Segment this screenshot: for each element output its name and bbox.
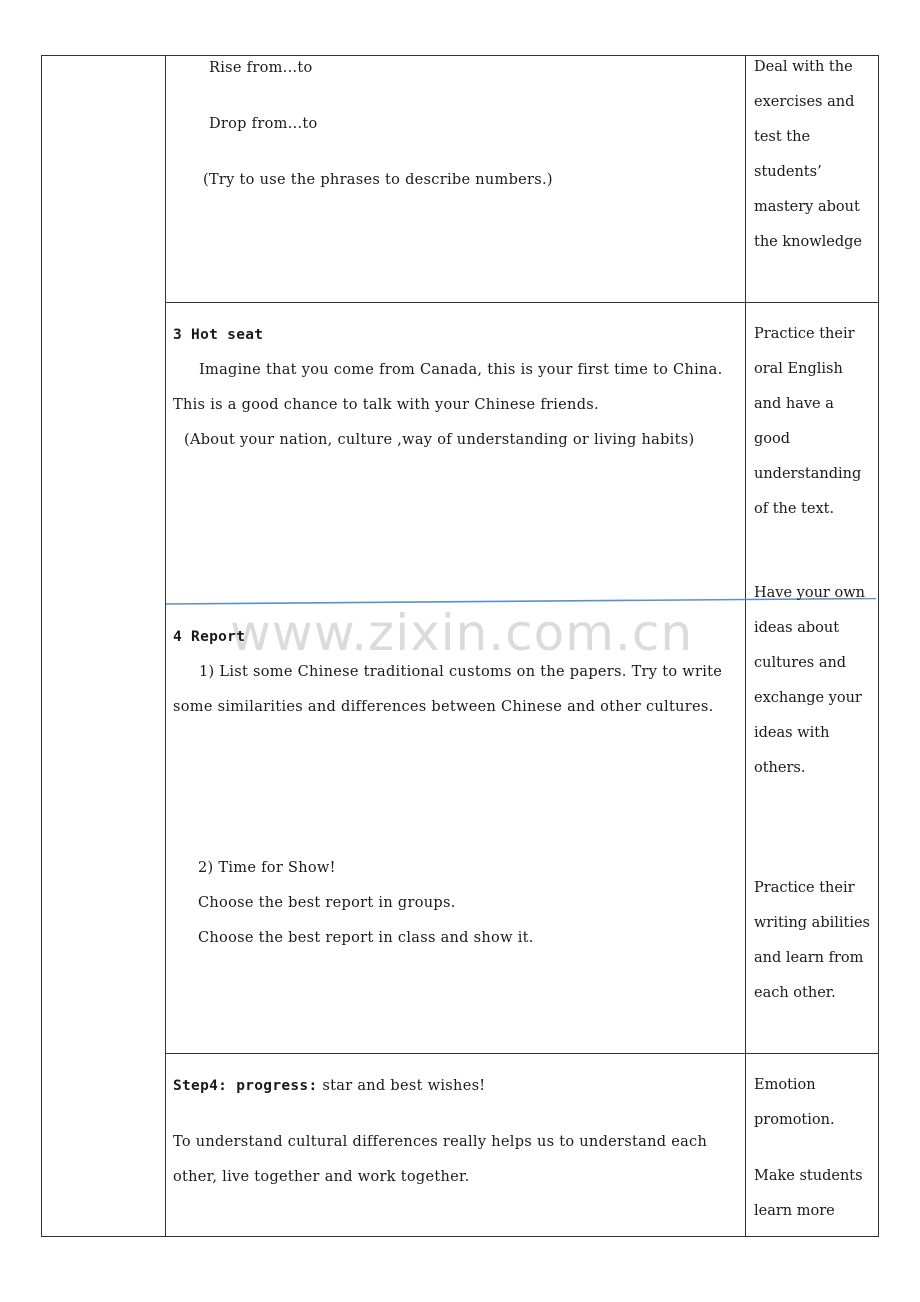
table-border-right [878,55,879,1237]
table-border-left [41,55,42,1237]
paragraph-line: other, live together and work together. [173,1169,470,1185]
phrase-rise: Rise from...to [209,60,313,76]
section-heading: 4 Report [173,629,246,645]
paragraph-line: 2) Time for Show! [198,860,336,876]
purpose-text: Make students learn more [754,1168,863,1219]
step-heading-label: Step4: progress: [173,1078,318,1094]
paragraph-line: Choose the best report in class and show it. [198,930,534,946]
table-divider-col2 [745,55,746,1237]
paragraph-line: This is a good chance to talk with your Chinese friends. [173,397,599,413]
purpose-text: Deal with the exercises and test the students’ mastery about the knowledge [754,59,862,250]
table-border-bottom [41,1236,879,1237]
step-heading-rest: star and best wishes! [317,1078,486,1094]
purpose-text: Practice their writing abilities and learn from each other. [754,880,870,1001]
paragraph-line: Choose the best report in groups. [198,895,456,911]
section-heading: 3 Hot seat [173,327,264,343]
table-divider-col1 [165,55,166,1237]
phrase-drop: Drop from...to [209,116,318,132]
purpose-text: Emotion promotion. [754,1077,835,1128]
paragraph-line: Imagine that you come from Canada, this is your first time to China. [199,362,723,378]
table-row-divider [165,302,879,303]
paragraph-line: (About your nation, culture ,way of understanding or living habits) [184,432,695,448]
purpose-text: Practice their oral English and have a good understanding of the text. [754,326,862,517]
paragraph-line: some similarities and differences between Chinese and other cultures. [173,699,714,715]
purpose-text: Have your own ideas about cultures and exchange your ideas with others. [754,585,865,776]
paragraph-line: To understand cultural differences really helps us to understand each [173,1134,708,1150]
watermark: www.zixin.com.cn [230,604,694,662]
paragraph-line: 1) List some Chinese traditional customs on the papers. Try to write [199,664,723,680]
instruction-text: (Try to use the phrases to describe numbers.) [203,172,553,188]
table-row-divider [165,1053,879,1054]
step-heading [173,1076,485,1096]
